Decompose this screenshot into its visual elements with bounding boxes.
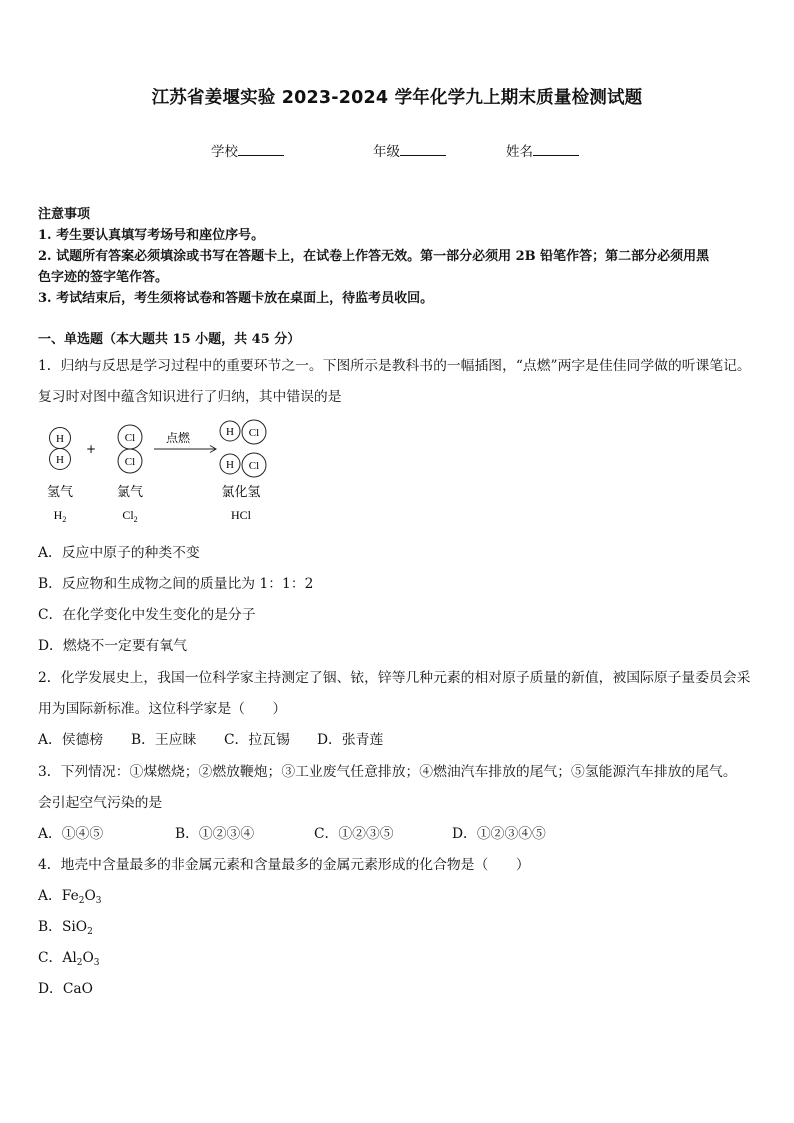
option-b[interactable]: B．反应物和生成物之间的质量比为 1：1：2	[38, 576, 314, 592]
option-b[interactable]: B．①②③④	[175, 826, 255, 842]
school-field[interactable]	[211, 140, 284, 160]
question-1-stem-cont: 复习时对图中蕴含知识进行了归纳，其中错误的是	[38, 389, 342, 405]
hcl-formula: HCl	[230, 508, 252, 522]
option-d[interactable]: D．张青莲	[317, 732, 384, 748]
option-d[interactable]: D．燃烧不一定要有氧气	[38, 638, 188, 654]
option-letter: C．	[38, 950, 63, 966]
name-field[interactable]	[506, 140, 579, 160]
formula-part: O	[84, 888, 96, 904]
option-c[interactable]: C．①②③⑤	[314, 826, 394, 842]
grade-field[interactable]	[373, 140, 446, 160]
question-2-stem: 2．化学发展史上，我国一位科学家主持测定了铟、铱，锌等几种元素的相对原子质量的新值，被国际原子量委员会采	[38, 670, 751, 686]
option-letter: B．	[38, 919, 62, 935]
hcl-name: 氯化氢	[221, 485, 261, 500]
formula-subscript: 2	[78, 896, 85, 906]
option-a[interactable]	[38, 884, 102, 904]
option-b[interactable]: B．王应睐	[131, 732, 197, 748]
question-1-stem: 1．归纳与反思是学习过程中的重要环节之一。下图所示是教科书的一幅插图，“点燃”两字是佳佳同学做的听课笔记。	[38, 358, 751, 374]
notice-item: 色字迹的签字笔作答。	[38, 270, 169, 285]
formula-part: Al	[62, 950, 77, 966]
section-heading: 一、单选题（本大题共 15 小题，共 45 分）	[38, 332, 301, 347]
formula-part: Fe	[61, 888, 79, 904]
option-d[interactable]: D．①②③④⑤	[452, 826, 546, 842]
question-2-stem-cont: 用为国际新标准。这位科学家是（ ）	[38, 701, 287, 717]
cl-symbol: Cl	[124, 456, 136, 468]
school-blank[interactable]	[238, 144, 284, 156]
reaction-diagram	[38, 418, 298, 528]
h2-formula: $H_2$	[53, 508, 67, 524]
option-letter: D．	[38, 981, 63, 997]
page-title: 江苏省姜堰实验 2023-2024 学年化学九上期末质量检测试题	[151, 88, 643, 108]
option-b[interactable]	[38, 915, 93, 935]
h2-name: 氢气	[46, 485, 74, 500]
h-symbol: H	[56, 433, 64, 445]
school-label: 学校	[211, 144, 238, 160]
reaction-condition: 点燃	[165, 431, 191, 445]
option-d[interactable]	[38, 977, 93, 997]
question-3-stem: 3．下列情况：①煤燃烧；②燃放鞭炮；③工业废气任意排放；④燃油汽车排放的尾气；⑤氢能源汽车排放的尾气。	[38, 764, 737, 780]
formula-subscript: 2	[87, 927, 93, 937]
question-4-stem: 4．地壳中含量最多的非金属元素和含量最多的金属元素形成的化合物是（ ）	[38, 857, 530, 873]
option-a[interactable]: A．①④⑤	[38, 826, 104, 842]
formula-part: CaO	[62, 981, 93, 997]
question-3-stem-cont: 会引起空气污染的是	[38, 795, 163, 811]
formula-subscript: 3	[93, 958, 100, 968]
formula-subscript: 3	[95, 896, 102, 906]
cl2-name: 氯气	[116, 485, 144, 500]
cl2-formula: $Cl_2$	[122, 508, 138, 524]
h-symbol: H	[56, 454, 64, 466]
option-c[interactable]: C．拉瓦锡	[224, 732, 290, 748]
option-a[interactable]: A．侯德榜	[38, 732, 104, 748]
h-symbol: H	[226, 426, 234, 438]
formula-part: O	[82, 950, 94, 966]
grade-blank[interactable]	[400, 144, 446, 156]
cl-symbol: Cl	[248, 427, 260, 439]
option-letter: A．	[38, 888, 62, 904]
plus-sign: +	[85, 442, 97, 456]
formula-part: SiO	[61, 919, 88, 935]
notice-item: 2. 试题所有答案必须填涂或书写在答题卡上，在试卷上作答无效。第一部分必须用 2B 铅笔作答；第二部分必须用黑	[38, 249, 710, 264]
option-a[interactable]: A．反应中原子的种类不变	[38, 545, 200, 561]
notice-heading: 注意事项	[38, 207, 91, 222]
notice-item: 1. 考生要认真填写考场号和座位序号。	[38, 228, 265, 243]
name-label: 姓名	[506, 144, 533, 160]
grade-label: 年级	[373, 144, 400, 160]
name-blank[interactable]	[533, 144, 579, 156]
formula-subscript: 2	[76, 958, 83, 968]
cl-symbol: Cl	[124, 432, 136, 444]
option-c[interactable]	[38, 946, 100, 966]
option-c[interactable]: C．在化学变化中发生变化的是分子	[38, 607, 256, 623]
h-symbol: H	[226, 459, 234, 471]
notice-item: 3. 考试结束后，考生须将试卷和答题卡放在桌面上，待监考员收回。	[38, 291, 434, 306]
cl-symbol: Cl	[248, 460, 260, 472]
